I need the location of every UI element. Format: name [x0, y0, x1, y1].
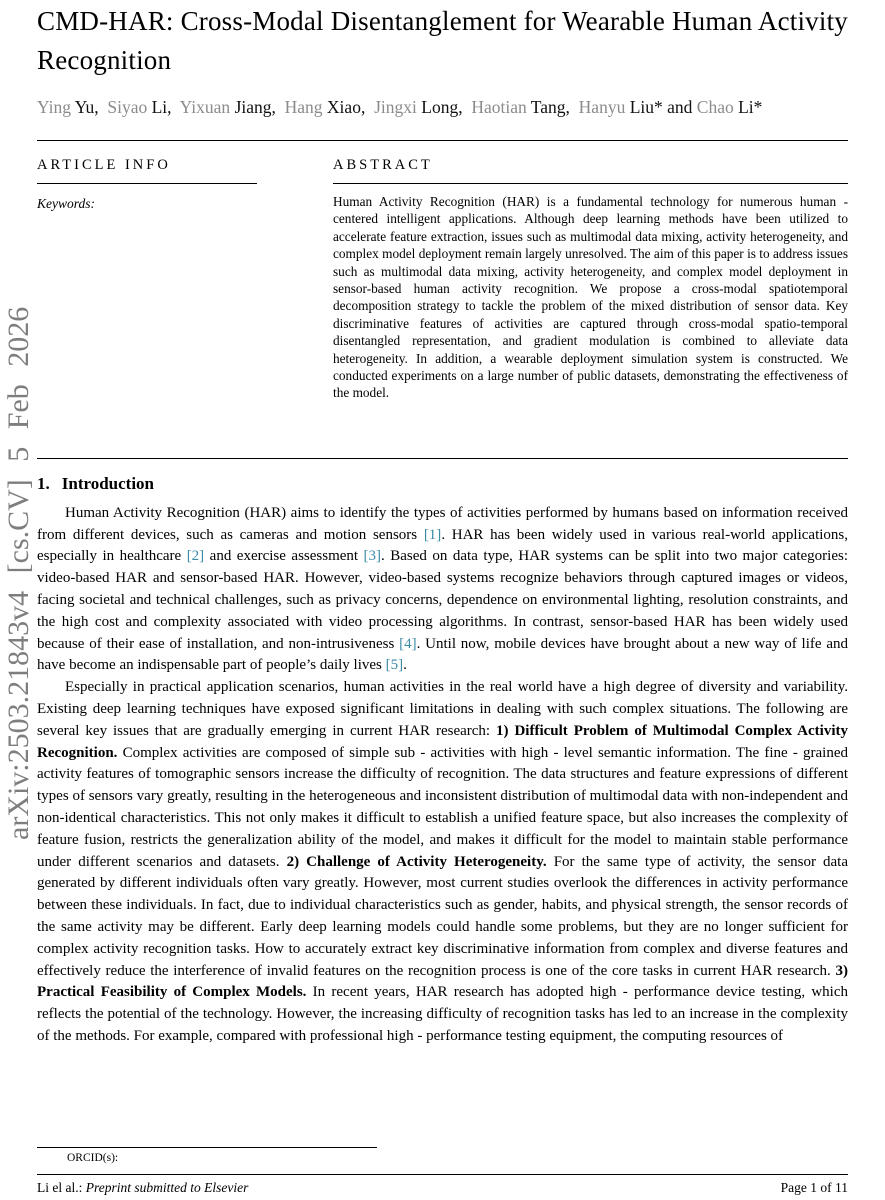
footer-submission-note: Preprint submitted to Elsevier [85, 1180, 249, 1195]
citation-ref[interactable]: [4] [399, 635, 417, 652]
page-number: Page 1 of 11 [780, 1180, 848, 1195]
text-segment: Chao [696, 97, 739, 117]
text-segment: Complex activities are composed of simple sub - activities with high - level semantic information. The fine - grained activity features of tomographic sensors increase the difficulty of recognition. The data structures and feature expressions of different types of sensors vary greatly, resulting in the heterogeneous and inconsistent distribution of multimodal data with non-independent and non-identical characteristics. This not only makes it difficult to establish a unified feature space, but also increases the complexity of feature fusion, restricts the generalization ability of the model, and makes it difficult for the model to maintain stable performance under different scenarios and datasets. [37, 744, 852, 870]
divider [333, 183, 848, 184]
text-segment: Xiao, [326, 97, 375, 117]
text-segment: Yu, [74, 97, 108, 117]
arxiv-watermark: arXiv:2503.21843v4 [cs.CV] 5 Feb 2026 [2, 306, 35, 840]
keywords-label: Keywords: [37, 196, 95, 211]
citation-ref[interactable]: [2] [186, 548, 205, 565]
info-abstract-section [37, 157, 848, 402]
text-segment: Jingxi [374, 97, 422, 117]
orcid-label: ORCID(s): [67, 1152, 119, 1164]
footer-running-title [37, 1180, 248, 1196]
text-segment: Yixuan [179, 97, 235, 117]
abstract-heading: ABSTRACT [333, 157, 433, 173]
divider [37, 140, 848, 141]
text-segment: Siyao [107, 97, 152, 117]
article-info-heading: ARTICLE INFO [37, 157, 171, 173]
citation-ref[interactable]: [5] [385, 657, 404, 674]
text-segment: . Based on data type, HAR systems can be split into two major categories: video-based HAR and sensor-based HAR. However, video-based systems recognize behaviors through captured images or videos, facing societal and technical challenges, such as privacy concerns, dependence on environmental lighting, resolution constraints, and the high cost and complexity associated with video processing algorithms. In contrast, sensor-based HAR has been widely used because of their ease of installation, and non-intrusiveness [37, 548, 852, 652]
text-segment: . [403, 657, 407, 674]
intro-paragraph-2 [37, 677, 852, 1048]
text-segment: Human Activity Recognition (HAR) aims to identify the types of activities performed by humans based on information received from different devices, such as cameras and motion sensors [37, 504, 852, 543]
footer-divider [37, 1174, 848, 1175]
page-footer [37, 1174, 848, 1196]
abstract-text: Human Activity Recognition (HAR) is a fundamental technology for numerous human - centered intelligent applications. Although deep learning methods have been utilized to accelerate feature extraction, issues such as multimodal data mixing, activity heterogeneity, and complex model deployment remain largely unresolved. The aim of this paper is to address issues such as multimodal data mixing, activity heterogeneity, and complex model deployment in sensor-based human activity recognition. We propose a cross-modal spatiotemporal decomposition strategy to tackle the problem of the mixed distribution of sensor data. Key discriminative features of activities are captured through cross-modal spatio-temporal disentangled representation, and gradient modulation is combined to alleviate data heterogeneity. In addition, a wearable deployment simulation system is constructed. We conducted experiments on a large number of public datasets, demonstrating the effectiveness of the model. [333, 194, 848, 401]
text-segment: . HAR has been widely used in various real-world applications, especially in healthcare [37, 526, 852, 565]
text-segment: 2) Challenge of Activity Heterogeneity. [286, 853, 547, 870]
article-info-column [37, 157, 257, 402]
text-segment: For the same type of activity, the sensor data generated by different individuals often vary greatly. However, most current studies overlook the differences in activity performance between these individuals. In fact, due to individual characteristics such as gender, habits, and physical strength, the sensor records of the same activity may be different. Early deep learning models could handle some problems, but they are no longer sufficient for complex activity recognition tasks. How to accurately extract key discriminative information from complex and diverse features and effectively reduce the interference of invalid features on the recognition process is one of the core tasks in current HAR research. [37, 853, 852, 979]
text-segment: Hanyu [578, 97, 630, 117]
citation-ref[interactable]: [3] [363, 548, 382, 565]
text-segment: . Until now, mobile devices have brought about a new way of life and have become an indispensable part of people’s daily lives [37, 635, 852, 674]
citation-ref[interactable]: [1] [423, 526, 442, 543]
text-segment: Ying [37, 97, 75, 117]
abstract-column [333, 157, 848, 402]
footer-authors: Li el al.: [37, 1180, 86, 1195]
text-segment: Li* [738, 97, 763, 117]
footnote-area [37, 1147, 848, 1164]
paper-content [37, 0, 852, 1048]
intro-paragraph-1 [37, 503, 852, 677]
text-segment: 1) Difficult Problem of Multimodal Complex Activity Recognition. [37, 722, 852, 761]
section-title: Introduction [61, 473, 155, 493]
text-segment: Long, [421, 97, 472, 117]
divider [37, 183, 257, 184]
text-segment: and exercise assessment [204, 548, 364, 565]
text-segment: Hang [284, 97, 327, 117]
text-segment: Especially in practical application scenarios, human activities in the real world have a high degree of diversity and variability. Existing deep learning techniques have exposed significant limitations in dealing with such complex situations. The following are several key issues that are gradually emerging in current HAR research: [37, 679, 852, 739]
divider [37, 458, 848, 459]
text-segment: Liu* and [629, 97, 697, 117]
section-heading-introduction [37, 474, 848, 494]
footnote-divider [37, 1147, 377, 1148]
text-segment: Haotian [471, 97, 531, 117]
text-segment: Tang, [530, 97, 579, 117]
text-segment: In recent years, HAR research has adopted high - performance device testing, which reflects the potential of the technology. However, the increasing difficulty of recognition tasks has led to an increase in the complexity of the methods. For example, compared with professional high - performance testing equipment, the computing resources of [37, 984, 852, 1044]
text-segment: Li, [151, 97, 180, 117]
paper-title: CMD-HAR: Cross-Modal Disentanglement for Wearable Human Activity Recognition [37, 6, 848, 75]
author-list [37, 94, 848, 120]
text-segment: Jiang, [234, 97, 285, 117]
section-number: 1. [37, 473, 50, 493]
text-segment: 3) Practical Feasibility of Complex Models. [37, 962, 852, 1001]
